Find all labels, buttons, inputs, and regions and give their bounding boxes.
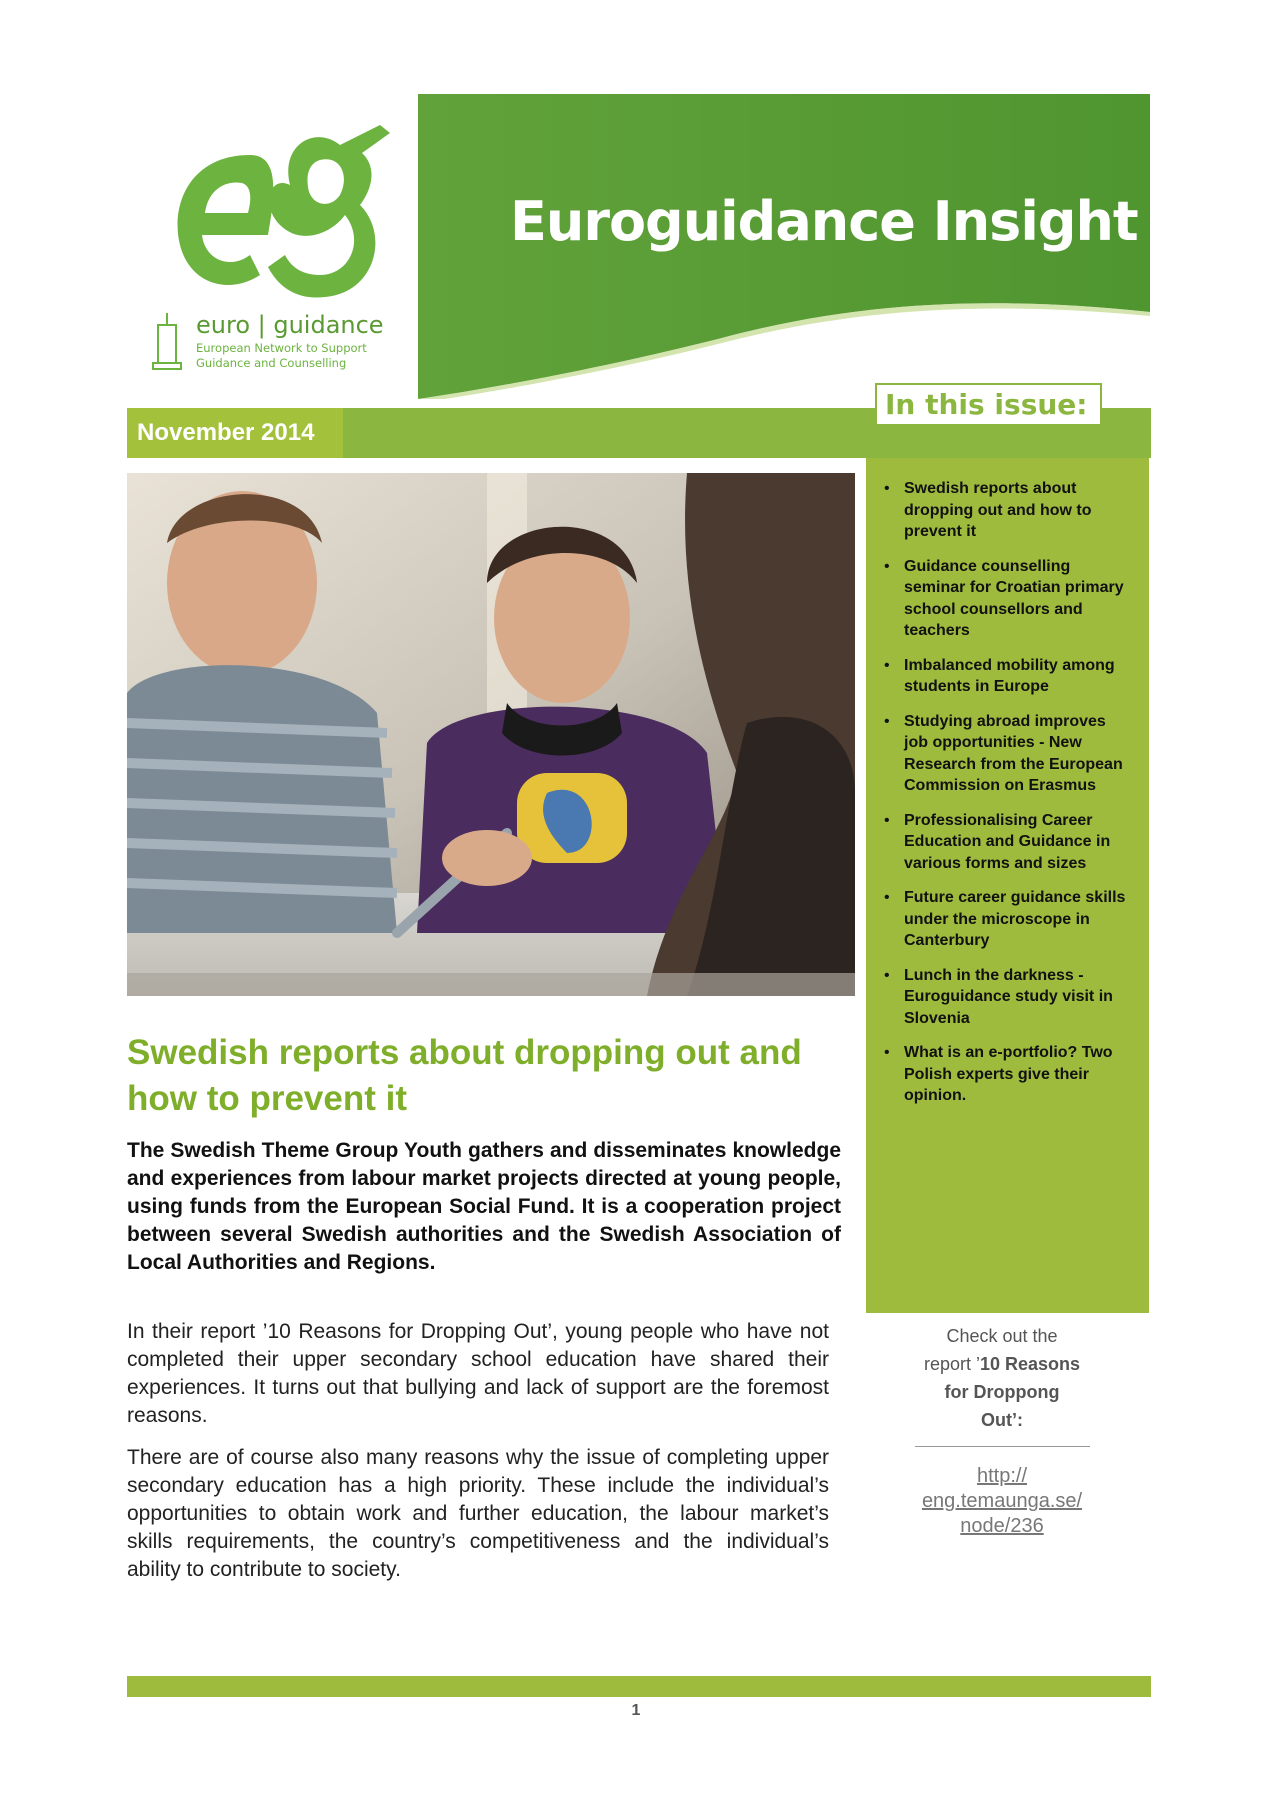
logo-name: euro | guidance (196, 311, 384, 339)
report-note-line: Out’: (981, 1410, 1023, 1430)
logo-tagline-2: Guidance and Counselling (196, 356, 347, 370)
students-photo-icon (127, 473, 855, 996)
issue-item[interactable]: • Studying abroad improves job opportunities - New Research from the European Commission on Erasmus (880, 711, 1130, 797)
eg-logo-icon (150, 125, 420, 385)
report-note-line: for Droppong (944, 1382, 1060, 1402)
article-lead: The Swedish Theme Group Youth gathers and disseminates knowledge and experiences from labour market projects directed at young people, using funds from the European Social Fund. It is a cooperation project between several Swedish authorities and the Swedish Association of Local Authorities and Regions. (127, 1139, 841, 1274)
report-link-line[interactable]: node/236 (960, 1515, 1044, 1537)
divider (915, 1446, 1090, 1447)
report-note-line (892, 1350, 1112, 1378)
page-number: 1 (631, 1702, 641, 1719)
issue-item[interactable]: • Swedish reports about dropping out and how to prevent it (880, 478, 1130, 543)
article-paragraph: In their report ’10 Reasons for Dropping Out’, young people who have not completed their upper secondary school education have shared their experiences. It turns out that bullying and lack of support are the foremost reasons. (127, 1320, 829, 1427)
report-note (892, 1322, 1112, 1434)
issue-item[interactable]: • Guidance counselling seminar for Croatian primary school counsellors and teachers (880, 556, 1130, 642)
report-note-line: Check out the (946, 1326, 1058, 1346)
article-paragraph: There are of course also many reasons why the issue of completing upper secondary education has a high priority. These include the individual’s opportunities to obtain work and further education, the labour market’s skills requirements, the country’s competitiveness and the individual’s ability to contribute to society. (127, 1446, 829, 1581)
article-photo (127, 473, 855, 996)
issue-item[interactable]: • Professionalising Career Education and Guidance in various forms and sizes (880, 810, 1130, 875)
newsletter-title: Euroguidance Insight (510, 190, 1138, 253)
article-title: Swedish reports about dropping out and how to prevent it (127, 1033, 802, 1118)
issue-item[interactable]: • Imbalanced mobility among students in Europe (880, 655, 1130, 698)
report-link[interactable] (892, 1464, 1112, 1539)
report-link-line[interactable]: eng.temaunga.se/ (921, 1490, 1083, 1512)
report-note-prefix: report ’ (923, 1354, 980, 1374)
in-this-issue-list (880, 478, 1130, 1120)
report-note-bold: 10 Reasons (979, 1354, 1081, 1374)
logo-tagline-1: European Network to Support (196, 341, 367, 355)
report-link-line[interactable]: http:// (976, 1465, 1028, 1487)
issue-item[interactable]: • Future career guidance skills under the microscope in Canterbury (880, 887, 1130, 952)
footer-bar (127, 1676, 1151, 1697)
issue-item[interactable]: • What is an e-portfolio? Two Polish experts give their opinion. (880, 1042, 1130, 1107)
issue-item[interactable]: • Lunch in the darkness - Euroguidance study visit in Slovenia (880, 965, 1130, 1030)
in-this-issue-heading: In this issue: (875, 383, 1102, 426)
euroguidance-logo (150, 125, 420, 385)
issue-date: November 2014 (127, 408, 343, 458)
